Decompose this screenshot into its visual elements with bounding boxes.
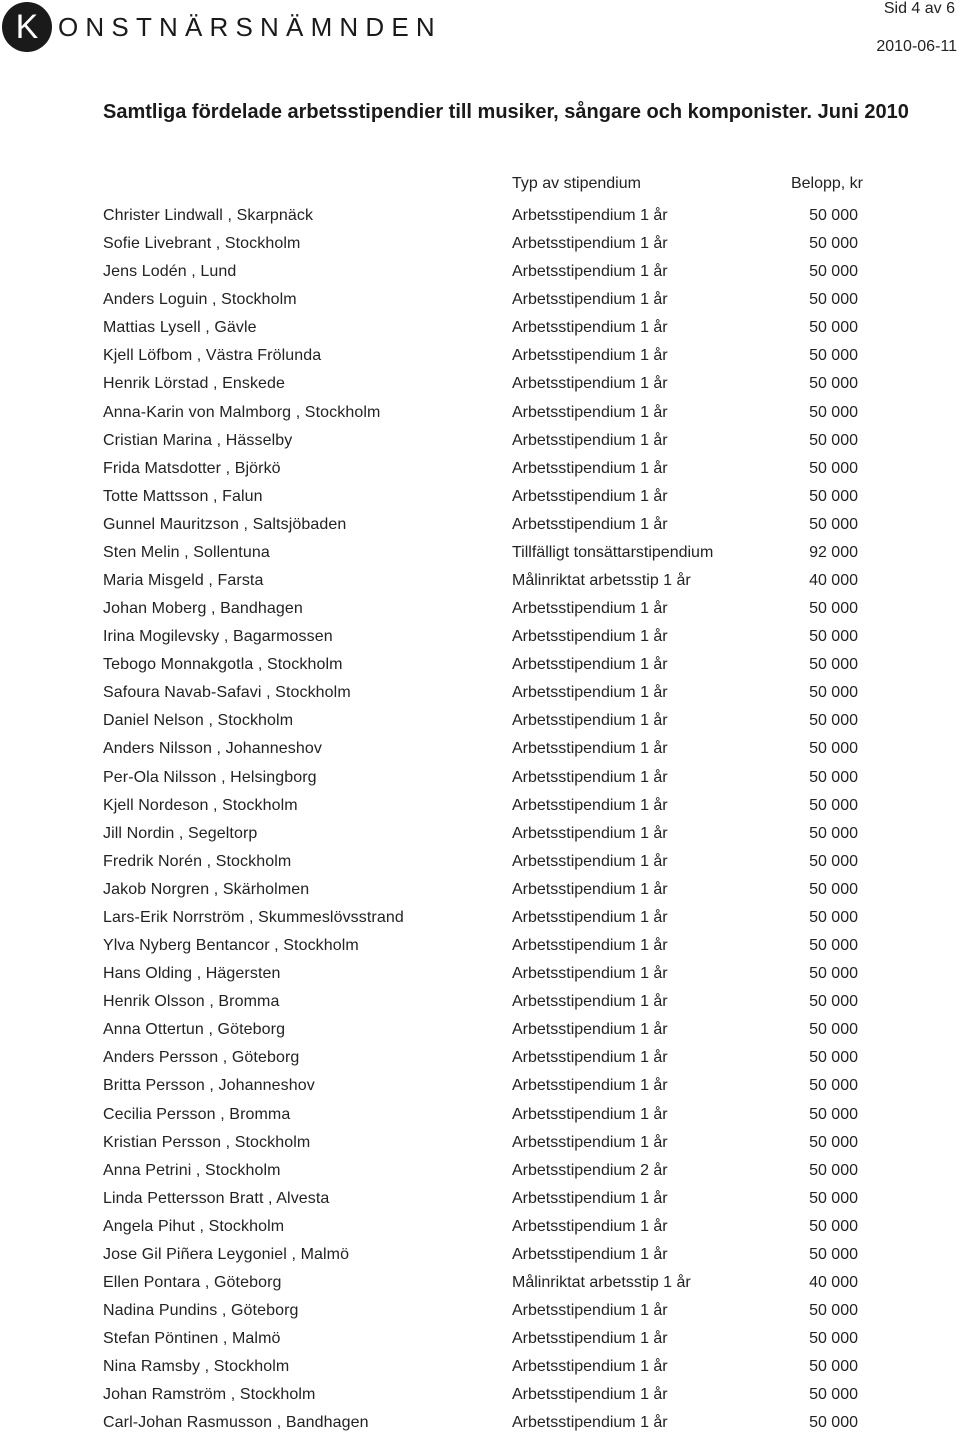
grant-amount: 50 000 <box>809 515 858 533</box>
table-row <box>0 1162 960 1190</box>
table-row <box>0 1021 960 1049</box>
grant-type: Arbetsstipendium 1 år <box>512 712 668 730</box>
table-row <box>0 544 960 572</box>
recipient-name: Sten Melin , Sollentuna <box>103 543 270 561</box>
grant-type: Arbetsstipendium 1 år <box>512 1330 668 1348</box>
grant-type: Arbetsstipendium 1 år <box>512 1414 668 1432</box>
grant-amount: 50 000 <box>809 1358 858 1376</box>
grant-amount: 40 000 <box>809 1273 858 1291</box>
recipient-name: Gunnel Mauritzson , Saltsjöbaden <box>103 515 347 533</box>
grant-type: Arbetsstipendium 1 år <box>512 1386 668 1404</box>
grant-type: Arbetsstipendium 1 år <box>512 207 668 224</box>
grant-type: Arbetsstipendium 1 år <box>512 1021 668 1039</box>
grant-type: Arbetsstipendium 1 år <box>512 1133 668 1151</box>
grant-type: Arbetsstipendium 1 år <box>512 768 668 786</box>
table-row <box>0 1134 960 1162</box>
grant-amount: 50 000 <box>809 459 858 477</box>
grant-type: Arbetsstipendium 1 år <box>512 487 668 505</box>
grant-type: Arbetsstipendium 1 år <box>512 291 668 309</box>
table-row <box>0 1358 960 1386</box>
recipient-name: Frida Matsdotter , Björkö <box>103 459 281 477</box>
table-row <box>0 1302 960 1330</box>
grant-type: Arbetsstipendium 1 år <box>512 656 668 674</box>
grant-type: Arbetsstipendium 1 år <box>512 937 668 955</box>
grant-amount: 50 000 <box>809 880 858 898</box>
grant-amount: 92 000 <box>809 543 858 561</box>
grant-type: Arbetsstipendium 1 år <box>512 347 668 365</box>
table-row <box>0 825 960 853</box>
recipient-name: Johan Moberg , Bandhagen <box>103 600 303 618</box>
grant-type: Arbetsstipendium 1 år <box>512 515 668 533</box>
grant-amount: 50 000 <box>809 1386 858 1404</box>
grant-type: Arbetsstipendium 1 år <box>512 263 668 281</box>
recipient-name: Johan Ramström , Stockholm <box>103 1386 316 1404</box>
recipient-name: Ellen Pontara , Göteborg <box>103 1273 282 1291</box>
grant-type: Arbetsstipendium 1 år <box>512 908 668 926</box>
grant-amount: 50 000 <box>809 965 858 983</box>
grant-amount: 50 000 <box>809 1049 858 1067</box>
grant-amount: 50 000 <box>809 600 858 618</box>
table-row <box>0 937 960 965</box>
table-row <box>0 516 960 544</box>
recipient-name: Totte Mattsson , Falun <box>103 487 263 505</box>
recipient-name: Fredrik Norén , Stockholm <box>103 852 292 870</box>
grant-amount: 50 000 <box>809 375 858 393</box>
recipient-name: Kristian Persson , Stockholm <box>103 1133 311 1151</box>
grant-type: Arbetsstipendium 1 år <box>512 600 668 618</box>
grant-amount: 50 000 <box>809 207 858 224</box>
grant-amount: 50 000 <box>809 1021 858 1039</box>
document-title: Samtliga fördelade arbetsstipendier till musiker, sångare och komponister. Juni 2010 <box>103 101 909 123</box>
grant-type: Arbetsstipendium 1 år <box>512 1358 668 1376</box>
grant-type: Arbetsstipendium 1 år <box>512 1189 668 1207</box>
table-row <box>0 881 960 909</box>
recipient-name: Ylva Nyberg Bentancor , Stockholm <box>103 937 359 955</box>
recipient-name: Jakob Norgren , Skärholmen <box>103 880 310 898</box>
recipient-name: Linda Pettersson Bratt , Alvesta <box>103 1189 330 1207</box>
table-row <box>0 993 960 1021</box>
grant-amount: 50 000 <box>809 1105 858 1123</box>
table-row <box>0 488 960 516</box>
table-row <box>0 712 960 740</box>
grant-type: Arbetsstipendium 1 år <box>512 1302 668 1320</box>
grant-type: Arbetsstipendium 1 år <box>512 1049 668 1067</box>
recipient-name: Daniel Nelson , Stockholm <box>103 712 294 730</box>
grant-amount: 50 000 <box>809 1330 858 1348</box>
recipient-name: Britta Persson , Johanneshov <box>103 1077 315 1095</box>
table-row <box>0 1386 960 1414</box>
grant-type: Arbetsstipendium 1 år <box>512 319 668 337</box>
table-row <box>0 460 960 488</box>
recipient-name: Nadina Pundins , Göteborg <box>103 1302 299 1320</box>
grant-amount: 50 000 <box>809 1189 858 1207</box>
column-header-type: Typ av stipendium <box>512 175 641 192</box>
grant-amount: 50 000 <box>809 1133 858 1151</box>
table-row <box>0 291 960 319</box>
recipient-name: Safoura Navab-Safavi , Stockholm <box>103 684 351 702</box>
grant-type: Arbetsstipendium 1 år <box>512 824 668 842</box>
table-row <box>0 1246 960 1274</box>
recipient-name: Cristian Marina , Hässelby <box>103 431 293 449</box>
grant-amount: 50 000 <box>809 824 858 842</box>
recipient-name: Anders Loguin , Stockholm <box>103 291 297 309</box>
recipient-name: Jens Lodén , Lund <box>103 263 237 281</box>
recipient-name: Jose Gil Piñera Leygoniel , Malmö <box>103 1245 350 1263</box>
recipient-name: Mattias Lysell , Gävle <box>103 319 257 337</box>
grant-type: Arbetsstipendium 1 år <box>512 965 668 983</box>
table-row <box>0 347 960 375</box>
grant-amount: 50 000 <box>809 656 858 674</box>
grant-amount: 50 000 <box>809 1077 858 1095</box>
table-row <box>0 375 960 403</box>
grant-amount: 50 000 <box>809 908 858 926</box>
recipient-name: Henrik Lörstad , Enskede <box>103 375 286 393</box>
table-row <box>0 432 960 460</box>
grant-type: Arbetsstipendium 1 år <box>512 852 668 870</box>
table-row <box>0 909 960 937</box>
logo-wordmark: ONSTNÄRSNÄMNDEN <box>58 12 442 42</box>
document-date: 2010-06-11 <box>876 38 957 55</box>
table-row <box>0 235 960 263</box>
grant-type: Arbetsstipendium 1 år <box>512 796 668 814</box>
grant-type: Tillfälligt tonsättarstipendium <box>512 543 714 561</box>
grant-amount: 50 000 <box>809 431 858 449</box>
grant-amount: 50 000 <box>809 263 858 281</box>
recipient-name: Christer Lindwall , Skarpnäck <box>103 207 314 224</box>
recipient-name: Per-Ola Nilsson , Helsingborg <box>103 768 317 786</box>
grant-amount: 50 000 <box>809 993 858 1011</box>
grant-type: Arbetsstipendium 2 år <box>512 1161 668 1179</box>
recipient-name: Anna-Karin von Malmborg , Stockholm <box>103 403 381 421</box>
grant-type: Arbetsstipendium 1 år <box>512 1105 668 1123</box>
recipient-name: Stefan Pöntinen , Malmö <box>103 1330 281 1348</box>
grant-amount: 50 000 <box>809 319 858 337</box>
recipient-name: Kjell Löfbom , Västra Frölunda <box>103 347 322 365</box>
recipient-name: Maria Misgeld , Farsta <box>103 572 264 590</box>
grant-type: Arbetsstipendium 1 år <box>512 235 668 253</box>
table-row <box>0 1218 960 1246</box>
table-row <box>0 1106 960 1134</box>
grant-type: Arbetsstipendium 1 år <box>512 1077 668 1095</box>
grant-table <box>0 207 960 1442</box>
table-row <box>0 1190 960 1218</box>
recipient-name: Anders Nilsson , Johanneshov <box>103 740 322 758</box>
table-row <box>0 207 960 235</box>
grant-amount: 50 000 <box>809 712 858 730</box>
grant-type: Målinriktat arbetsstip 1 år <box>512 572 691 590</box>
recipient-name: Anders Persson , Göteborg <box>103 1049 300 1067</box>
grant-amount: 50 000 <box>809 235 858 253</box>
table-row <box>0 740 960 768</box>
recipient-name: Carl-Johan Rasmusson , Bandhagen <box>103 1414 369 1432</box>
grant-type: Målinriktat arbetsstip 1 år <box>512 1273 691 1291</box>
grant-type: Arbetsstipendium 1 år <box>512 403 668 421</box>
grant-amount: 50 000 <box>809 403 858 421</box>
table-header <box>0 175 960 197</box>
table-row <box>0 263 960 291</box>
logo <box>2 2 442 52</box>
grant-amount: 50 000 <box>809 768 858 786</box>
grant-amount: 50 000 <box>809 796 858 814</box>
grant-type: Arbetsstipendium 1 år <box>512 740 668 758</box>
recipient-name: Cecilia Persson , Bromma <box>103 1105 291 1123</box>
table-row <box>0 628 960 656</box>
recipient-name: Anna Ottertun , Göteborg <box>103 1021 286 1039</box>
grant-amount: 40 000 <box>809 572 858 590</box>
table-row <box>0 769 960 797</box>
grant-type: Arbetsstipendium 1 år <box>512 880 668 898</box>
recipient-name: Kjell Nordeson , Stockholm <box>103 796 298 814</box>
grant-type: Arbetsstipendium 1 år <box>512 431 668 449</box>
grant-amount: 50 000 <box>809 291 858 309</box>
grant-type: Arbetsstipendium 1 år <box>512 684 668 702</box>
column-header-amount: Belopp, kr <box>790 175 863 192</box>
table-row <box>0 572 960 600</box>
grant-type: Arbetsstipendium 1 år <box>512 1245 668 1263</box>
table-row <box>0 656 960 684</box>
table-row <box>0 965 960 993</box>
logo-mark: K <box>2 2 52 52</box>
table-row <box>0 319 960 347</box>
grant-type: Arbetsstipendium 1 år <box>512 993 668 1011</box>
recipient-name: Nina Ramsby , Stockholm <box>103 1358 290 1376</box>
recipient-name: Henrik Olsson , Bromma <box>103 993 280 1011</box>
recipient-name: Anna Petrini , Stockholm <box>103 1161 281 1179</box>
recipient-name: Sofie Livebrant , Stockholm <box>103 235 301 253</box>
recipient-name: Irina Mogilevsky , Bagarmossen <box>103 628 333 646</box>
grant-amount: 50 000 <box>809 1302 858 1320</box>
recipient-name: Hans Olding , Hägersten <box>103 965 281 983</box>
grant-amount: 50 000 <box>809 628 858 646</box>
grant-amount: 50 000 <box>809 937 858 955</box>
grant-type: Arbetsstipendium 1 år <box>512 1217 668 1235</box>
table-row <box>0 1274 960 1302</box>
table-row <box>0 600 960 628</box>
table-row <box>0 684 960 712</box>
grant-amount: 50 000 <box>809 347 858 365</box>
grant-amount: 50 000 <box>809 1161 858 1179</box>
recipient-name: Lars-Erik Norrström , Skummeslövsstrand <box>103 908 404 926</box>
grant-amount: 50 000 <box>809 852 858 870</box>
grant-type: Arbetsstipendium 1 år <box>512 628 668 646</box>
table-row <box>0 404 960 432</box>
table-row <box>0 853 960 881</box>
grant-type: Arbetsstipendium 1 år <box>512 459 668 477</box>
recipient-name: Angela Pihut , Stockholm <box>103 1217 285 1235</box>
grant-amount: 50 000 <box>809 487 858 505</box>
table-row <box>0 1077 960 1105</box>
recipient-name: Jill Nordin , Segeltorp <box>103 824 258 842</box>
grant-type: Arbetsstipendium 1 år <box>512 375 668 393</box>
page-number: Sid 4 av 6 <box>883 0 955 17</box>
table-row <box>0 1049 960 1077</box>
grant-amount: 50 000 <box>809 684 858 702</box>
grant-amount: 50 000 <box>809 1217 858 1235</box>
grant-amount: 50 000 <box>809 740 858 758</box>
table-row <box>0 1330 960 1358</box>
grant-amount: 50 000 <box>809 1414 858 1432</box>
table-row <box>0 797 960 825</box>
grant-amount: 50 000 <box>809 1245 858 1263</box>
recipient-name: Tebogo Monnakgotla , Stockholm <box>103 656 343 674</box>
